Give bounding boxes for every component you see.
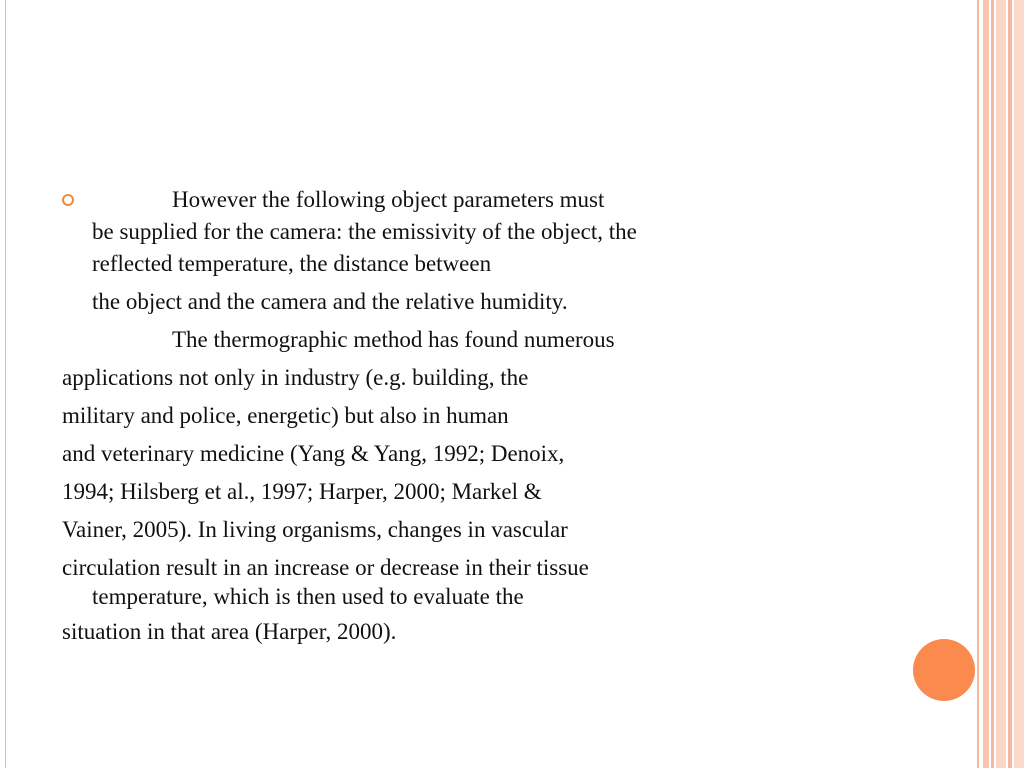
- paragraph-line: 1994; Hilsberg et al., 1997; Harper, 2000; Markel &: [62, 479, 542, 504]
- right-stripe: [977, 0, 979, 768]
- bullet-circle-icon: [62, 194, 74, 206]
- paragraph-line: Vainer, 2005). In living organisms, changes in vascular: [62, 517, 568, 542]
- paragraph-line: military and police, energetic) but also in human: [62, 403, 509, 428]
- right-stripe: [1008, 0, 1012, 768]
- right-stripe: [983, 0, 989, 768]
- bullet-item: [62, 184, 882, 318]
- bullet-line: be supplied for the camera: the emissivity of the object, the: [92, 219, 637, 244]
- right-stripe: [1014, 0, 1024, 768]
- right-stripe: [991, 0, 994, 768]
- decorative-circle: [913, 639, 975, 701]
- paragraph-line: circulation result in an increase or decrease in their tissue: [62, 555, 589, 580]
- paragraph-line: applications not only in industry (e.g. building, the: [62, 365, 529, 390]
- bullet-line: However the following object parameters must: [172, 187, 605, 212]
- left-border-line: [5, 0, 6, 768]
- paragraph-line: and veterinary medicine (Yang & Yang, 1992; Denoix,: [62, 441, 565, 466]
- right-stripe: [996, 0, 1006, 768]
- paragraph-line: The thermographic method has found numerous: [172, 327, 615, 352]
- paragraph-line: situation in that area (Harper, 2000).: [62, 619, 397, 644]
- bullet-line: the object and the camera and the relative humidity.: [92, 289, 568, 314]
- slide-body: [62, 184, 882, 648]
- bullet-line: reflected temperature, the distance between: [92, 251, 492, 276]
- paragraph-line: temperature, which is then used to evaluate the: [92, 584, 524, 609]
- paragraph: [62, 324, 882, 648]
